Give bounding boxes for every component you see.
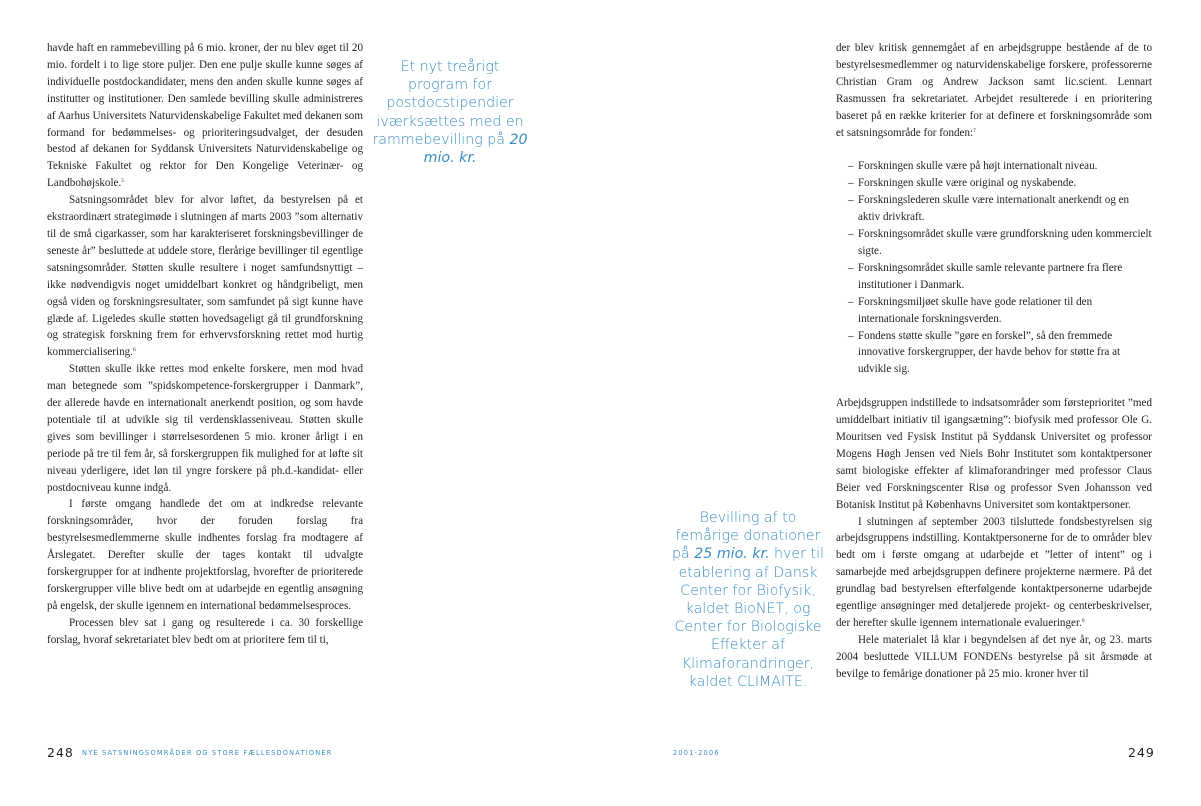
paragraph-text: der blev kritisk gennemgået af en arbejdsgruppe bestående af de to bestyrelsesmedlemmer og naturvidenskabelige forskere, professorerne Christian Gram og Andrew Jackson samt lic.scient. Lennart Rasmussen fra sekretariatet. Arbejdet resulterede i en prioritering baseret på en række kriterier for at definere et forskningsområde som et satsningsområde for fonden: xyxy=(836,42,1152,139)
paragraph xyxy=(836,40,1152,141)
list-item xyxy=(848,175,1152,192)
footnote-ref: 6 xyxy=(132,347,136,354)
list-item-text: Forskningslederen skulle være internationalt anerkendt og en aktiv drivkraft. xyxy=(858,194,1130,224)
pull-quote-emphasis: 25 mio. kr. xyxy=(694,546,770,563)
paragraph-text: I første omgang handlede det om at indkredse relevante forskningsområder, hvor der foruden forslag fra bestyrelsesmedlemmerne skulle indhentes forslag fra modtagere af Årslegatet. Derefter skulle der tages kontakt til udvalgte forskergrupper for at indhente projektforslag, hvorefter de prioriterede forskergrupper ville blive bedt om at udarbejde en egentlig ansøgning på engelsk, der skulle igennem en international bedømmelsesproces. xyxy=(47,498,363,612)
list-item-text: Forskningsområdet skulle være grundforskning uden kommercielt sigte. xyxy=(858,228,1152,257)
dash-bullet: – xyxy=(848,295,854,308)
paragraph-text: Satsningsområdet blev for alvor løftet, da bestyrelsen på et ekstraordinært strategimøde i slutningen af marts 2003 ”som alternativ til de små cigarkasser, som har karakteriseret forskningsbevillinger de seneste år” besluttede at uddele store, flerårige bevillinger til egentlige satsningsområder. Støtten skulle resultere i noget samfundsnyttigt – ikke nødvendigvis noget umiddelbart konkret og håndgribeligt, men også viden og forskningsresultater, som samfundet på sigt kunne have glæde af. Ligeledes skulle støtten hovedsageligt gå til grundforskning og strategisk forskning frem for erhvervsforskning rettet mod hurtig kommercialisering. xyxy=(47,194,363,359)
list-item xyxy=(848,226,1152,260)
paragraph-text: Støtten skulle ikke rettes mod enkelte forskere, men mod hvad man betegnede som ”spidskompetence-forskergrupper i Danmark”, der allerede havde en internationalt anerkendt position, og som havde potentiale til at udvikle sig til verdensklasseniveau. Støtten skulle gives som bevillinger i størrelsesordenen 5 mio. kroner årligt i en periode på tre til fem år, så forskergruppen fik mulighed for at løfte sit niveau yderligere, idet løn til yngre forskere på ph.d.-kandidat- eller postdocniveau kunne indgå. xyxy=(47,363,363,494)
paragraph xyxy=(836,632,1152,683)
paragraph xyxy=(47,361,363,496)
list-item xyxy=(848,328,1152,379)
pull-quote-donations xyxy=(672,509,824,691)
list-item xyxy=(848,260,1152,294)
dash-bullet: – xyxy=(848,329,854,342)
paragraph-text: Hele materialet lå klar i begyndelsen af det nye år, og 23. marts 2004 besluttede VILLUM FONDENs bestyrelse på sit årsmøde at bevilge to femårige donationer på 25 mio. kroner hver til xyxy=(836,633,1152,680)
list-item-text: Forskningsområdet skulle samle relevante partnere fra flere institutioner i Danmark. xyxy=(858,261,1123,291)
dash-bullet: – xyxy=(848,194,854,207)
paragraph xyxy=(47,496,363,614)
criteria-list xyxy=(836,158,1152,378)
list-item xyxy=(848,294,1152,328)
paragraph-text: Processen blev sat i gang og resulterede i ca. 30 forskellige forslag, hvoraf sekretariatet blev bedt om at prioritere fem til ti, xyxy=(47,616,363,646)
pull-quote-text: hver til etablering af Dansk Center for Biofysik, kaldet BioNET, og Center for Biologiske Effekter af Klimaforandringer, kaldet CLIMAITE. xyxy=(674,546,824,690)
list-item-text: Forskningsmiljøet skulle have gode relationer til den internationale forskningsverden. xyxy=(858,295,1093,325)
list-item xyxy=(848,158,1152,175)
paragraph xyxy=(836,514,1152,632)
running-years: 2001-2006 xyxy=(673,749,720,757)
page-number: 249 xyxy=(1128,745,1155,760)
right-body-text xyxy=(836,40,1152,683)
paragraph xyxy=(836,395,1152,513)
dash-bullet: – xyxy=(848,160,854,173)
dash-bullet: – xyxy=(848,177,854,190)
left-body-text xyxy=(47,40,363,649)
dash-bullet: – xyxy=(848,261,854,274)
list-item-text: Forskningen skulle være original og nyskabende. xyxy=(858,177,1077,190)
paragraph xyxy=(47,40,363,192)
paragraph xyxy=(47,192,363,361)
left-page xyxy=(0,0,600,806)
paragraph-text: I slutningen af september 2003 tilsluttede fondsbestyrelsen sig arbejdsgruppens indstilling. Kontaktpersonerne for de to områder blev bedt om i første omgang at udarbejde et ”letter of intent” og i samarbejde med arbejdsgruppen definere projekterne nærmere. På det grundlag bad bestyrelsen efterfølgende kontaktpersonerne udarbejde egentlige ansøgninger med detaljerede projekt- og centerbeskrivelser, der herefter skulle igennem internationale evalueringer. xyxy=(836,515,1152,629)
pull-quote-text: Et nyt treårigt program for postdocstipendier iværksættes med en rammebevilling på xyxy=(372,59,524,148)
footnote-ref: 7 xyxy=(973,127,976,134)
pull-quote-postdoc xyxy=(370,58,530,167)
pull-quote-emphasis: 20 mio. kr. xyxy=(423,131,528,167)
paragraph-text: havde haft en rammebevilling på 6 mio. kroner, der nu blev øget til 20 mio. fordelt i to lige store puljer. Den ene pulje skulle kunne søges af individuelle postdockandidater, mens den anden skulle kunne søges af institutter og institutioner. Den samlede bevilling skulle administreres af Aarhus Universitets Naturvidenskabelige Fakultet med dekanen som formand for bedømmelses- og prioriteringsudvalget, der desuden bestod af dekanen for Syddansk Universitets Naturvidenskabelige og Tekniske Fakultet og rektor for Den Kongelige Veterinær- og Landbohøjskole. xyxy=(47,42,363,190)
footnote-ref: 8 xyxy=(1081,618,1085,624)
footnote-ref: 5 xyxy=(121,178,125,185)
list-item-text: Forskningen skulle være på højt internationalt niveau. xyxy=(858,160,1098,173)
paragraph-text: Arbejdsgruppen indstillede to indsatsområder som førsteprioritet ”med umiddelbart initiativ til igangsætning”: biofysik med professor Ole G. Mouritsen ved Fysisk Institut på Syddansk Universitet og professor Mogens Høgh Jensen ved Niels Bohr Institutet som kontaktpersoner samt biologiske effekter af klimaforandringer med professor Claus Beier ved Forskningscenter Risø og professor Sven Johansson ved Botanisk Institut på Københavns Universitet som kontaktpersoner. xyxy=(836,397,1152,511)
list-item xyxy=(848,192,1152,226)
running-title: NYE SATSNINGSOMRÅDER OG STORE FÆLLESDONATIONER xyxy=(82,749,333,757)
paragraph xyxy=(47,615,363,649)
dash-bullet: – xyxy=(848,228,854,241)
pull-quote-text: Bevilling af to femårige donationer på xyxy=(672,510,821,563)
right-page xyxy=(600,0,1201,806)
list-item-text: Fondens støtte skulle ”gøre en forskel”, så den fremmede innovative forskergrupper, der havde behov for støtte fra at udvikle sig. xyxy=(858,329,1121,376)
page-number: 248 xyxy=(47,745,74,760)
